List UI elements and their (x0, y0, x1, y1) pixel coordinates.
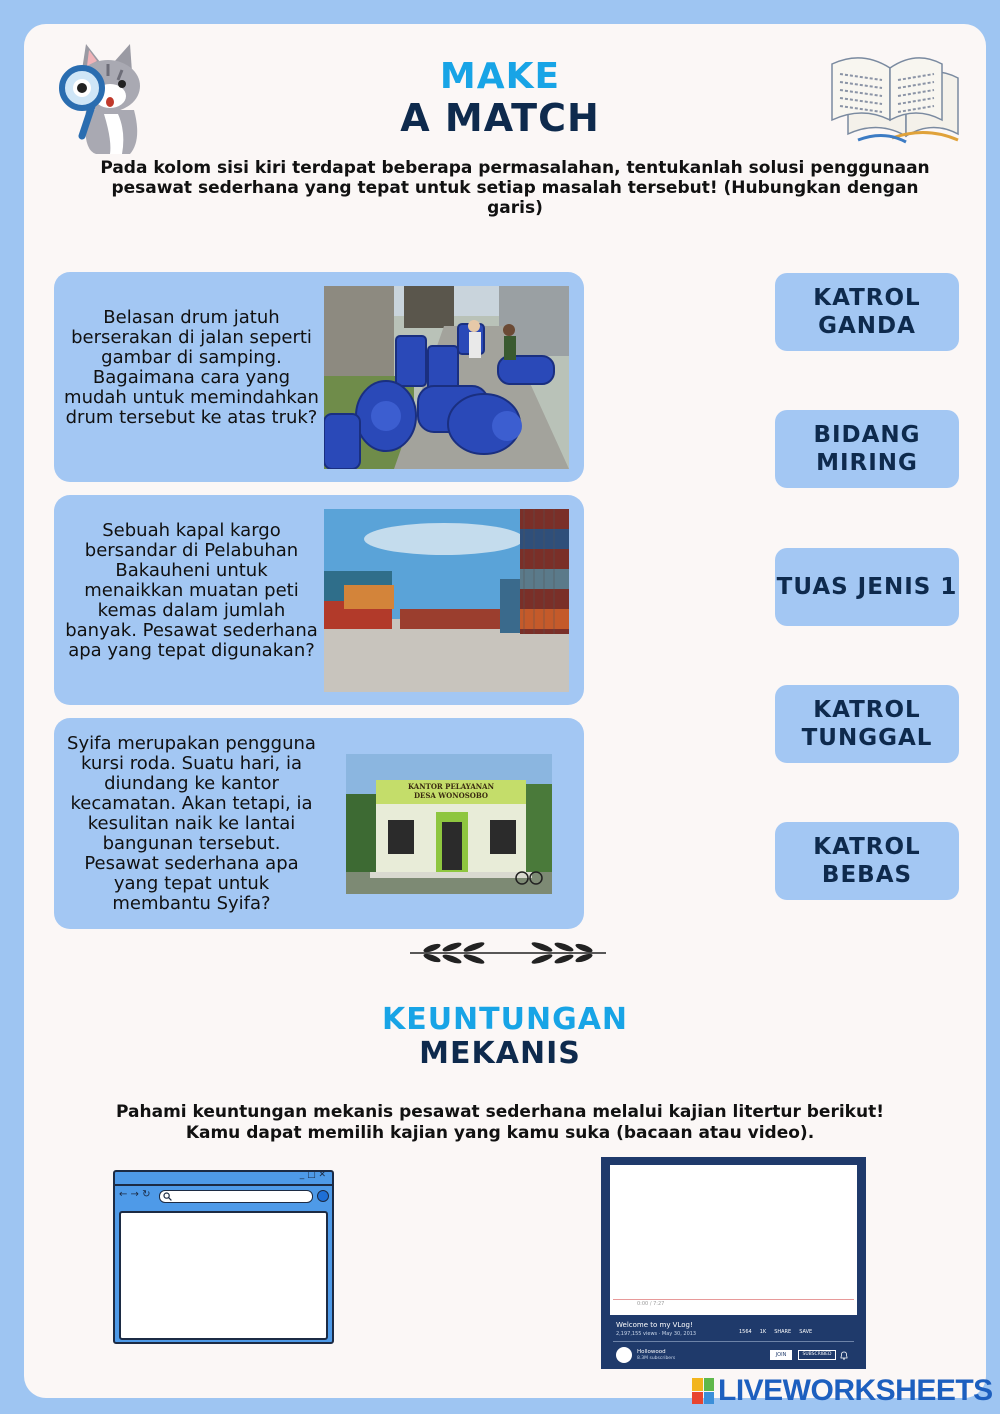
video-meta: 2,197,155 views · May 30, 2013 (616, 1331, 697, 1337)
search-icon (163, 1192, 172, 1201)
like-count[interactable]: 1564 (739, 1329, 752, 1335)
channel-avatar[interactable] (616, 1347, 632, 1363)
section2-instruction: Pahami keuntungan mekanis pesawat sederhana melalui kajian litertur berikut! Kamu dapat memilih kajian yang kamu suka (bacaan atau video). (116, 1102, 884, 1143)
time-readout: 0:00 / 7:27 (637, 1301, 665, 1307)
title-line-1: MAKE (439, 56, 561, 97)
answer-katrol-bebas[interactable]: KATROL BEBAS (775, 822, 959, 900)
containers-photo (324, 509, 569, 692)
channel-subs: 8.3M subscribers (637, 1356, 676, 1361)
problem-text-3: Syifa merupakan pengguna kursi roda. Suatu hari, ia diundang ke kantor kecamatan. Akan tetapi, ia kesulitan naik ke lantai bangunan tersebut. Pesawat sederhana apa yang tepat untuk membantu Syifa? (67, 733, 316, 914)
join-button[interactable]: JOIN (770, 1350, 792, 1360)
browser-content-area (119, 1211, 328, 1340)
problem-text-2: Sebuah kapal kargo bersandar di Pelabuhan Bakauheni untuk menaikkan muatan peti kemas dalam jumlah banyak. Pesawat sederhana apa yang tepat digunakan? (65, 520, 318, 661)
subscribe-button[interactable]: SUBSCRIBED (798, 1350, 836, 1360)
sign-line-1: KANTOR PELAYANAN (407, 782, 494, 791)
section2-title-line-2: MEKANIS (419, 1036, 581, 1071)
video-title: Welcome to my VLog! (616, 1321, 693, 1329)
share-button[interactable]: SHARE (774, 1329, 792, 1335)
answer-katrol-ganda[interactable]: KATROL GANDA (775, 273, 959, 351)
channel-name: Hollowood (637, 1349, 666, 1355)
title-line-2: A MATCH (400, 96, 600, 140)
match-instruction: Pada kolom sisi kiri terdapat beberapa permasalahan, tentukanlah solusi penggunaan pesawat sederhana yang tepat untuk setiap masalah tersebut! (Hubungkan dengan garis) (100, 158, 930, 218)
video-screen[interactable] (610, 1165, 857, 1315)
reading-link-browser[interactable] (113, 1170, 334, 1344)
problem-card-1 (54, 272, 584, 482)
problem-text-1: Belasan drum jatuh berserakan di jalan seperti gambar di samping. Bagaimana cara yang mudah untuk memindahkan drum tersebut ke atas truk? (64, 307, 319, 428)
video-actions (739, 1329, 812, 1335)
browser-menu-dot[interactable] (317, 1190, 329, 1202)
problem-card-2 (54, 495, 584, 705)
section2-title-line-1: KEUNTUNGAN (381, 1002, 629, 1037)
address-bar[interactable] (159, 1190, 313, 1203)
leaf-divider-icon (408, 940, 608, 966)
nav-buttons: ← → ↻ (119, 1189, 151, 1200)
liveworksheets-brand: LIVEWORKSHEETS (718, 1374, 993, 1407)
answer-katrol-tunggal[interactable]: KATROL TUNGGAL (775, 685, 959, 763)
liveworksheets-logo-icon (692, 1378, 714, 1404)
drums-photo (324, 286, 569, 469)
sign-line-2: DESA WONOSOBO (413, 791, 489, 800)
progress-bar[interactable] (613, 1299, 854, 1300)
bell-icon[interactable] (840, 1351, 848, 1360)
answer-bidang-miring[interactable]: BIDANG MIRING (775, 410, 959, 488)
save-button[interactable]: SAVE (799, 1329, 813, 1335)
problem-card-3 (54, 718, 584, 929)
office-building-photo (346, 754, 552, 894)
answer-tuas-jenis-1[interactable]: TUAS JENIS 1 (775, 548, 959, 626)
dislike-count[interactable]: 1K (759, 1329, 767, 1335)
window-controls: _ □ ✕ (299, 1170, 326, 1180)
video-link-player[interactable] (601, 1157, 866, 1369)
